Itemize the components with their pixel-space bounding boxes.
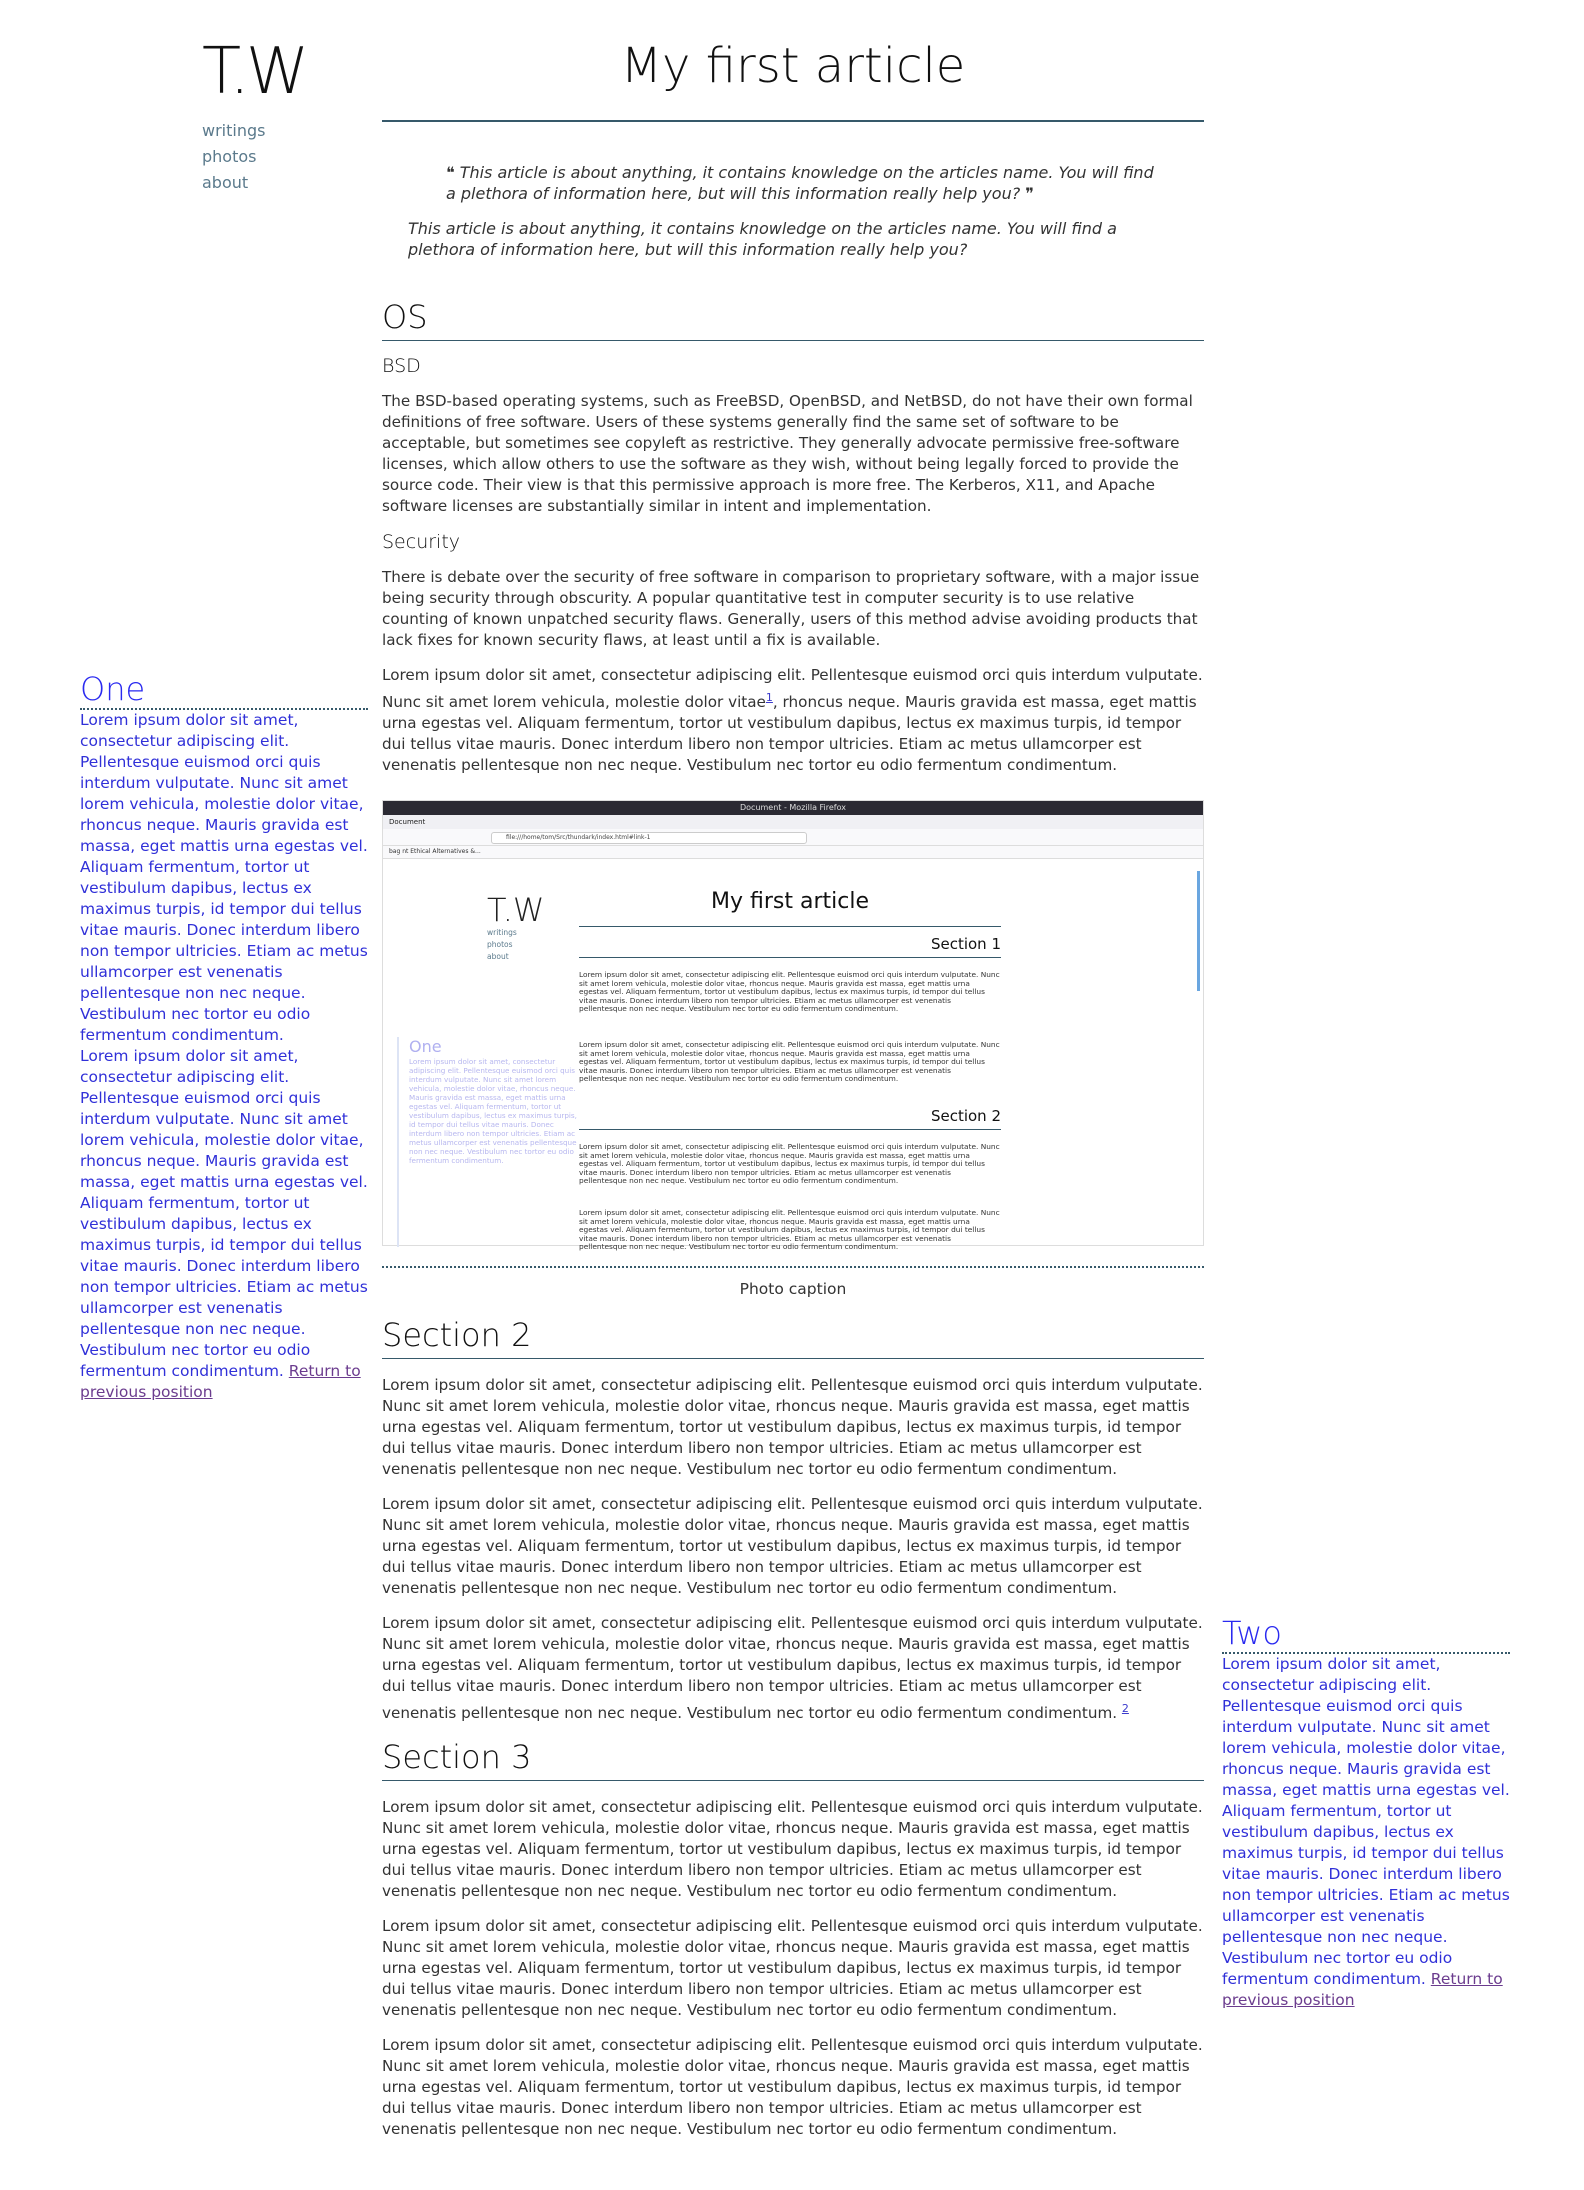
lorem-before-footnote: Lorem ipsum dolor sit amet, consectetur adipiscing elit. Pellentesque euismod orci quis interdum vulputate. Nunc sit amet lorem vehicula, molestie dolor vitae xyxy=(382,666,1203,712)
section-3-heading: Section 3 xyxy=(382,1738,1204,1781)
sidenote-one-text-2: Lorem ipsum dolor sit amet, consectetur adipiscing elit. Pellentesque euismod orci quis interdum vulputate. Nunc sit amet lorem vehicula, molestie dolor vitae, rhoncus neque. Mauris gravida est massa, eget mattis urna egestas vel. Aliquam fermentum, tortor ut vestibulum dapibus, lectus ex maximus turpis, id tempor dui tellus vitae mauris. Donec interdum libero non tempor ultricies. Etiam ac metus ullamcorper est venenatis pellentesque non nec neque. Vestibulum nec tortor eu odio fermentum condimentum. Return to previous position xyxy=(80,1047,368,1401)
screenshot-paragraph: Lorem ipsum dolor sit amet, consectetur adipiscing elit. Pellentesque euismod orci quis interdum vulputate. Nunc sit amet lorem vehicula, molestie dolor vitae, rhoncus neque. Mauris gravida est massa, eget mattis urna egestas vel. Aliquam fermentum, tortor ut vestibulum dapibus, lectus ex maximus turpis, id tempor dui tellus vitae mauris. Donec interdum libero non tempor ultricies. Etiam ac metus ullamcorper est venenatis pellentesque non nec neque. Vestibulum nec tortor eu odio fermentum condimentum. xyxy=(579,1040,1000,1084)
photo-caption: Photo caption xyxy=(739,1280,847,1299)
screenshot-section1: Section 1 xyxy=(579,935,1001,958)
section-2-paragraph: Lorem ipsum dolor sit amet, consectetur adipiscing elit. Pellentesque euismod orci quis interdum vulputate. Nunc sit amet lorem vehicula, molestie dolor vitae, rhoncus neque. Mauris gravida est massa, eget mattis urna egestas vel. Aliquam fermentum, tortor ut vestibulum dapibus, lectus ex maximus turpis, id tempor dui tellus vitae mauris. Donec interdum libero non tempor ultricies. Etiam ac metus ullamcorper est venenatis pellentesque non nec neque. Vestibulum nec tortor eu odio fermentum condimentum. xyxy=(382,1495,1203,1598)
security-paragraph: There is debate over the security of free software in comparison to proprietary software, with a major issue being security through obscurity. A popular quantitative test in computer security is to use relative counting of known unpatched security flaws. Generally, users of this method advise avoiding products that lack fixes for known security flaws, at least until a fix is available. xyxy=(382,568,1200,649)
plain-quote: This article is about anything, it contains knowledge on the articles name. You will find a plethora of information here, but will this information really help you? xyxy=(408,219,1117,259)
sidenote-one-title: One xyxy=(80,670,368,710)
screenshot-scrollbar xyxy=(1197,871,1200,991)
section-3-paragraph: Lorem ipsum dolor sit amet, consectetur adipiscing elit. Pellentesque euismod orci quis interdum vulputate. Nunc sit amet lorem vehicula, molestie dolor vitae, rhoncus neque. Mauris gravida est massa, eget mattis urna egestas vel. Aliquam fermentum, tortor ut vestibulum dapibus, lectus ex maximus turpis, id tempor dui tellus vitae mauris. Donec interdum libero non tempor ultricies. Etiam ac metus ullamcorper est venenatis pellentesque non nec neque. Vestibulum nec tortor eu odio fermentum condimentum. xyxy=(382,1798,1203,1901)
section-2-paragraph: Lorem ipsum dolor sit amet, consectetur adipiscing elit. Pellentesque euismod orci quis interdum vulputate. Nunc sit amet lorem vehicula, molestie dolor vitae, rhoncus neque. Mauris gravida est massa, eget mattis urna egestas vel. Aliquam fermentum, tortor ut vestibulum dapibus, lectus ex maximus turpis, id tempor dui tellus vitae mauris. Donec interdum libero non tempor ultricies. Etiam ac metus ullamcorper est venenatis pellentesque non nec neque. Vestibulum nec tortor eu odio fermentum condimentum. xyxy=(382,1376,1203,1479)
footnote-2-link[interactable]: 2 xyxy=(1121,1702,1129,1716)
lorem-after-footnote: , rhoncus neque. Mauris gravida est massa, eget mattis urna egestas vel. Aliquam fermentum, tortor ut vestibulum dapibus, lectus ex maximus turpis, id tempor dui tellus vitae mauris. Donec interdum libero non tempor ultricies. Etiam ac metus ullamcorper est venenatis pellentesque non nec neque. Vestibulum nec tortor eu odio fermentum condimentum. xyxy=(382,693,1197,775)
screenshot-paragraph: Lorem ipsum dolor sit amet, consectetur adipiscing elit. Pellentesque euismod orci quis interdum vulputate. Nunc sit amet lorem vehicula, molestie dolor vitae, rhoncus neque. Mauris gravida est massa, eget mattis urna egestas vel. Aliquam fermentum, tortor ut vestibulum dapibus, lectus ex maximus turpis, id tempor dui tellus vitae mauris. Donec interdum libero non tempor ultricies. Etiam ac metus ullamcorper est venenatis pellentesque non nec neque. Vestibulum nec tortor eu odio fermentum condimentum. xyxy=(579,970,1000,1014)
bsd-paragraph: The BSD-based operating systems, such as FreeBSD, OpenBSD, and NetBSD, do not have their own formal definitions of free software. Users of these systems generally find the same set of software to be acceptable, but sometimes see copyleft as restrictive. They generally advocate permissive free-software licenses, which allow others to use the software as they wish, without being legally forced to provide the source code. Their view is that this permissive approach is more free. The Kerberos, X11, and Apache software licenses are substantially similar in intent and implementation. xyxy=(382,392,1193,515)
bsd-heading: BSD xyxy=(382,355,421,377)
sidenote-two-title: Two xyxy=(1222,1614,1510,1654)
screenshot-toolbar xyxy=(383,829,1203,846)
screenshot-paragraph: Lorem ipsum dolor sit amet, consectetur adipiscing elit. Pellentesque euismod orci quis interdum vulputate. Nunc sit amet lorem vehicula, molestie dolor vitae, rhoncus neque. Mauris gravida est massa, eget mattis urna egestas vel. Aliquam fermentum, tortor ut vestibulum dapibus, lectus ex maximus turpis, id tempor dui tellus vitae mauris. Donec interdum libero non tempor ultricies. Etiam ac metus ullamcorper est venenatis pellentesque non nec neque. Vestibulum nec tortor eu odio fermentum condimentum. xyxy=(579,1142,1000,1186)
screenshot-title: My first article xyxy=(579,889,1001,927)
screenshot-nav: writings photos about xyxy=(487,928,517,962)
lorem-paragraph-fn1 xyxy=(382,665,1204,776)
site-logo[interactable]: T.W xyxy=(202,35,306,109)
sidenote-two-text: Lorem ipsum dolor sit amet, consectetur adipiscing elit. Pellentesque euismod orci quis interdum vulputate. Nunc sit amet lorem vehicula, molestie dolor vitae, rhoncus neque. Mauris gravida est massa, eget mattis urna egestas vel. Aliquam fermentum, tortor ut vestibulum dapibus, lectus ex maximus turpis, id tempor dui tellus vitae mauris. Donec interdum libero non tempor ultricies. Etiam ac metus ullamcorper est venenatis pellentesque non nec neque. Vestibulum nec tortor eu odio fermentum condimentum. Return to previous position xyxy=(1222,1655,1510,2009)
site-nav xyxy=(202,118,265,196)
epigraph-quote: ❝ This article is about anything, it contains knowledge on the articles name. You will find a plethora of information here, but will this information really help you? ❞ xyxy=(446,163,1154,203)
section-3-paragraph: Lorem ipsum dolor sit amet, consectetur adipiscing elit. Pellentesque euismod orci quis interdum vulputate. Nunc sit amet lorem vehicula, molestie dolor vitae, rhoncus neque. Mauris gravida est massa, eget mattis urna egestas vel. Aliquam fermentum, tortor ut vestibulum dapibus, lectus ex maximus turpis, id tempor dui tellus vitae mauris. Donec interdum libero non tempor ultricies. Etiam ac metus ullamcorper est venenatis pellentesque non nec neque. Vestibulum nec tortor eu odio fermentum condimentum. xyxy=(382,2036,1203,2139)
screenshot-paragraph: Lorem ipsum dolor sit amet, consectetur adipiscing elit. Pellentesque euismod orci quis interdum vulputate. Nunc sit amet lorem vehicula, molestie dolor vitae, rhoncus neque. Mauris gravida est massa, eget mattis urna egestas vel. Aliquam fermentum, tortor ut vestibulum dapibus, lectus ex maximus turpis, id tempor dui tellus vitae mauris. Donec interdum libero non tempor ultricies. Etiam ac metus ullamcorper est venenatis pellentesque non nec neque. Vestibulum nec tortor eu odio fermentum condimentum. xyxy=(579,1208,1000,1252)
return-link-one[interactable]: Return to previous position xyxy=(80,1362,361,1401)
screenshot-section2: Section 2 xyxy=(579,1107,1001,1130)
section-3-paragraph: Lorem ipsum dolor sit amet, consectetur adipiscing elit. Pellentesque euismod orci quis interdum vulputate. Nunc sit amet lorem vehicula, molestie dolor vitae, rhoncus neque. Mauris gravida est massa, eget mattis urna egestas vel. Aliquam fermentum, tortor ut vestibulum dapibus, lectus ex maximus turpis, id tempor dui tellus vitae mauris. Donec interdum libero non tempor ultricies. Etiam ac metus ullamcorper est venenatis pellentesque non nec neque. Vestibulum nec tortor eu odio fermentum condimentum. xyxy=(382,1917,1203,2020)
caption-divider xyxy=(382,1266,1204,1268)
sidenote-one xyxy=(80,670,368,1403)
security-heading: Security xyxy=(382,531,461,553)
nav-writings-link[interactable]: writings xyxy=(202,121,266,140)
page-title: My first article xyxy=(382,0,1204,122)
sidenote-one-text: Lorem ipsum dolor sit amet, consectetur adipiscing elit. Pellentesque euismod orci quis interdum vulputate. Nunc sit amet lorem vehicula, molestie dolor vitae, rhoncus neque. Mauris gravida est massa, eget mattis urna egestas vel. Aliquam fermentum, tortor ut vestibulum dapibus, lectus ex maximus turpis, id tempor dui tellus vitae mauris. Donec interdum libero non tempor ultricies. Etiam ac metus ullamcorper est venenatis pellentesque non nec neque. Vestibulum nec tortor eu odio fermentum condimentum. xyxy=(80,711,368,1044)
section-2-heading: Section 2 xyxy=(382,1316,1204,1359)
screenshot-bookmarks: bag nt Ethical Alternatives &... xyxy=(383,846,1203,859)
nav-photos-link[interactable]: photos xyxy=(202,147,257,166)
browser-screenshot-image xyxy=(382,800,1204,1252)
footnote-1-link[interactable]: 1 xyxy=(765,691,773,704)
section-2-paragraph-fn2 xyxy=(382,1613,1204,1724)
screenshot-sidenote-text: Lorem ipsum dolor sit amet, consectetur adipiscing elit. Pellentesque euismod orci quis interdum vulputate. Nunc sit amet lorem vehicula, molestie dolor vitae, rhoncus neque. Mauris gravida est massa, eget mattis urna egestas vel. Aliquam fermentum, tortor ut vestibulum dapibus, lectus ex maximus turpis, id tempor dui tellus vitae mauris. Donec interdum libero non tempor ultricies. Etiam ac metus ullamcorper est venenatis pellentesque non nec neque. Vestibulum nec tortor eu odio fermentum condimentum. xyxy=(409,1057,577,1166)
screenshot-sidenote-title: One xyxy=(409,1037,442,1057)
screenshot-logo: T.W xyxy=(487,891,545,930)
nav-about-link[interactable]: about xyxy=(202,173,249,192)
article xyxy=(382,0,1204,2140)
os-heading: OS xyxy=(382,298,1204,341)
screenshot-tab: Document xyxy=(383,815,1203,829)
screenshot-url: file:///home/tom/Src/thundark/index.html#link-1 xyxy=(491,832,807,844)
screenshot-titlebar: Document - Mozilla Firefox xyxy=(383,801,1203,815)
screenshot-sidenote xyxy=(397,1037,579,1247)
return-link-two[interactable]: Return to previous position xyxy=(1222,1970,1503,2009)
sidenote-two xyxy=(1222,1614,1510,2011)
photo-figure xyxy=(382,800,1204,1298)
section-2-paragraph-text: Lorem ipsum dolor sit amet, consectetur adipiscing elit. Pellentesque euismod orci quis interdum vulputate. Nunc sit amet lorem vehicula, molestie dolor vitae, rhoncus neque. Mauris gravida est massa, eget mattis urna egestas vel. Aliquam fermentum, tortor ut vestibulum dapibus, lectus ex maximus turpis, id tempor dui tellus vitae mauris. Donec interdum libero non tempor ultricies. Etiam ac metus ullamcorper est venenatis pellentesque non nec neque. Vestibulum nec tortor eu odio fermentum condimentum. xyxy=(382,1614,1203,1723)
